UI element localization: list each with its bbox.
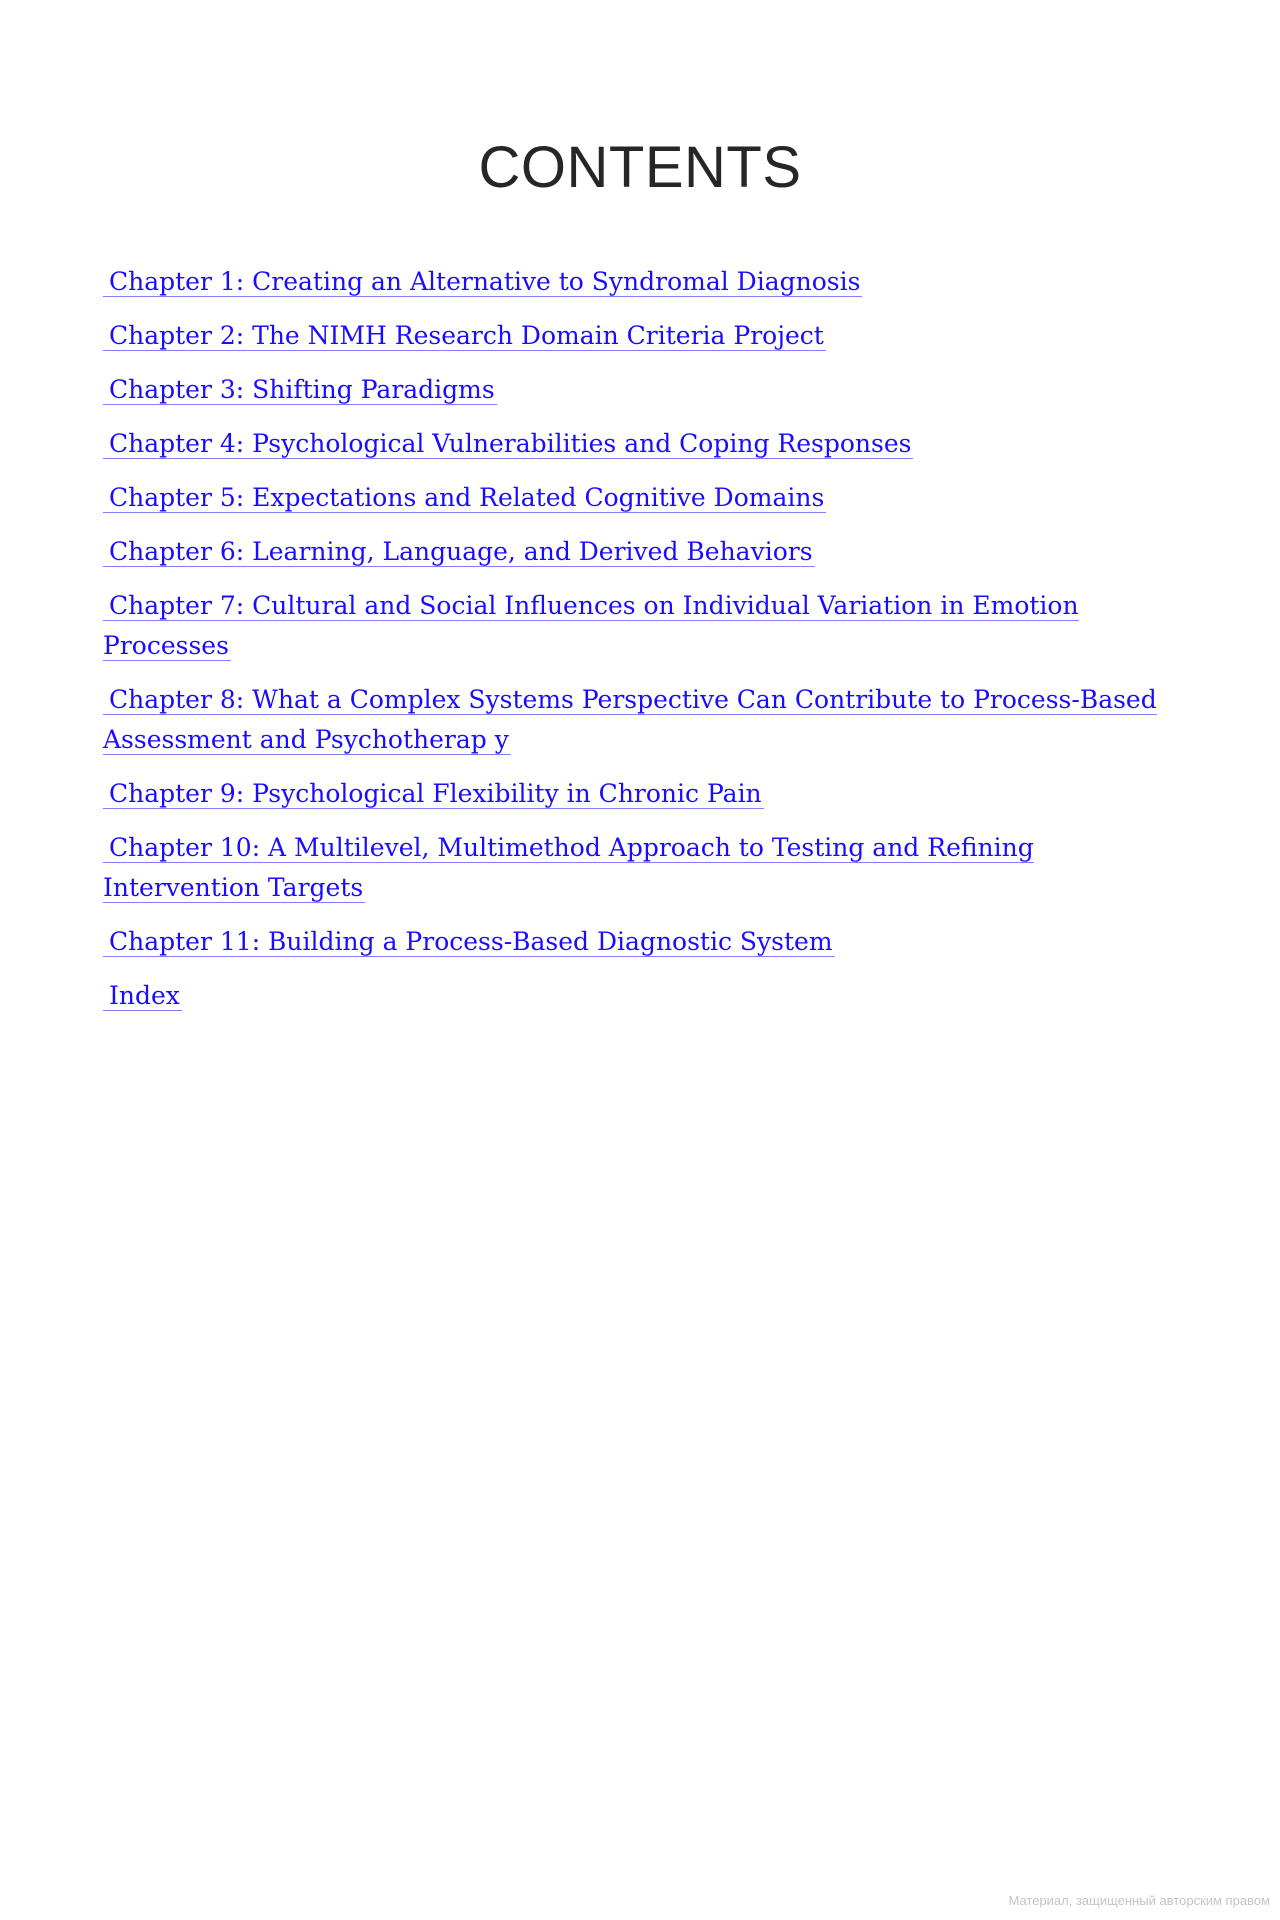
toc-item-index [103,976,1183,1016]
toc-item-chapter-11 [103,922,1183,962]
toc-link-chapter-6[interactable]: Chapter 6: Learning, Language, and Derived Behaviors [103,537,815,567]
toc-item-chapter-1 [103,262,1183,302]
toc-link-chapter-9[interactable]: Chapter 9: Psychological Flexibility in Chronic Pain [103,779,764,809]
toc-link-chapter-2[interactable]: Chapter 2: The NIMH Research Domain Criteria Project [103,321,826,351]
toc-item-chapter-8 [103,680,1183,760]
toc-item-chapter-5 [103,478,1183,518]
toc-item-chapter-2 [103,316,1183,356]
copyright-watermark: Материал, защищенный авторским правом [1008,1893,1270,1908]
toc-link-chapter-3[interactable]: Chapter 3: Shifting Paradigms [103,375,497,405]
toc-item-chapter-4 [103,424,1183,464]
toc-item-chapter-9 [103,774,1183,814]
toc-link-chapter-7[interactable]: Chapter 7: Cultural and Social Influences on Individual Variation in Emotion Processes [103,591,1079,660]
toc-item-chapter-6 [103,532,1183,572]
toc-link-chapter-4[interactable]: Chapter 4: Psychological Vulnerabilities and Coping Responses [103,429,913,459]
toc-item-chapter-10 [103,828,1183,908]
toc-link-chapter-5[interactable]: Chapter 5: Expectations and Related Cognitive Domains [103,483,826,513]
toc-link-chapter-11[interactable]: Chapter 11: Building a Process-Based Diagnostic System [103,927,835,957]
toc-link-index[interactable]: Index [103,981,182,1011]
toc-item-chapter-3 [103,370,1183,410]
toc-link-chapter-10[interactable]: Chapter 10: A Multilevel, Multimethod Approach to Testing and Refining Intervention Targets [103,833,1034,902]
table-of-contents [103,262,1183,1030]
toc-link-chapter-1[interactable]: Chapter 1: Creating an Alternative to Syndromal Diagnosis [103,267,862,297]
toc-link-chapter-8[interactable]: Chapter 8: What a Complex Systems Perspective Can Contribute to Process-Based Assessment and Psychotherap y [103,685,1157,754]
page-title: CONTENTS [478,135,802,200]
toc-item-chapter-7 [103,586,1183,666]
